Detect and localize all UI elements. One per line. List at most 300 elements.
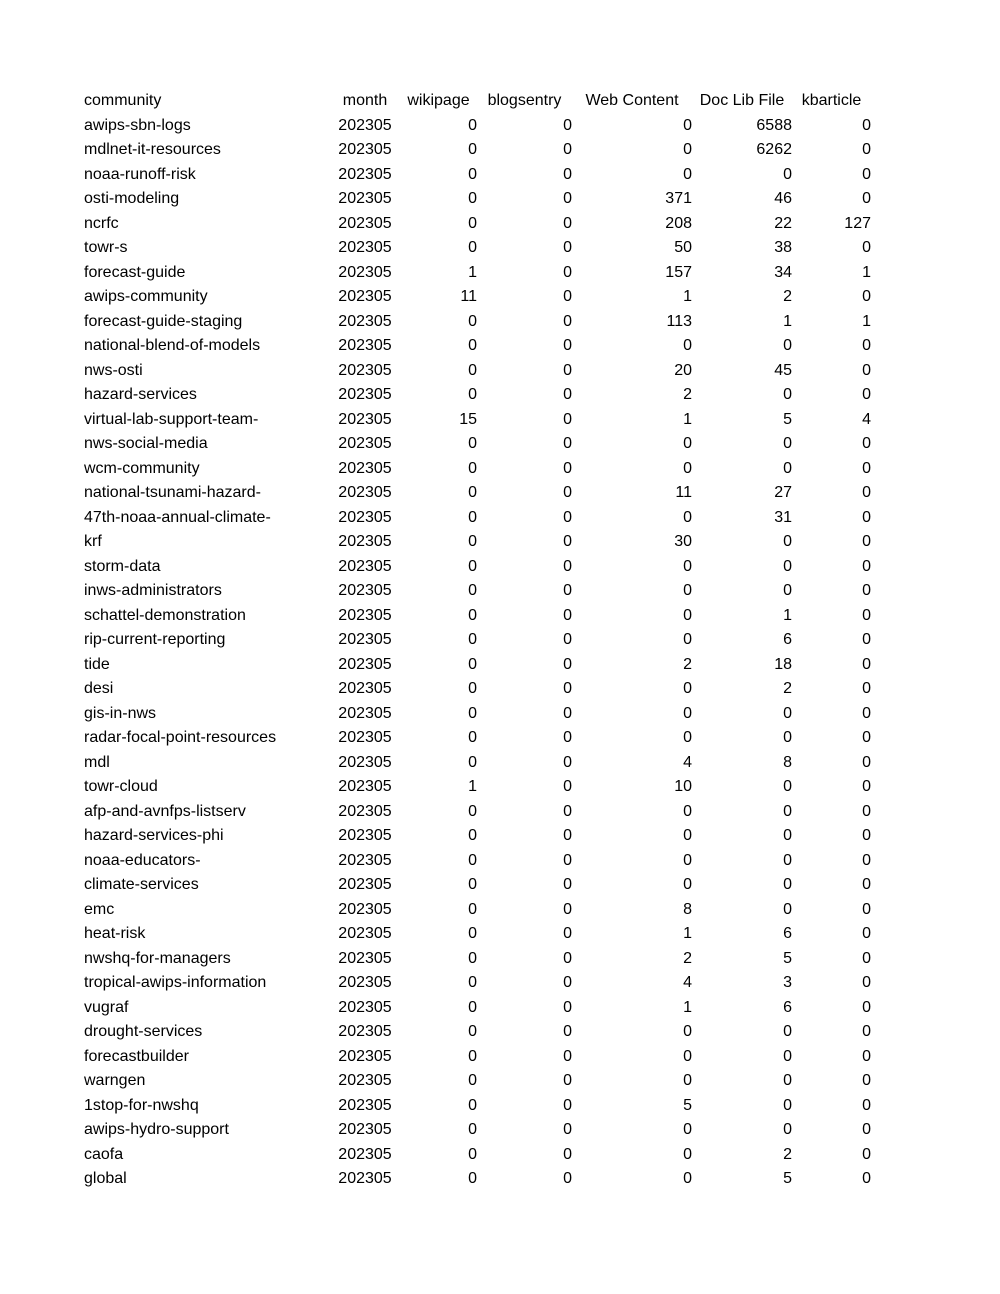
cell-kbarticle: 0: [862, 141, 871, 158]
cell-web-content: 0: [683, 165, 692, 183]
cell-month: 202305: [338, 508, 392, 526]
cell-web-content: 113: [666, 312, 692, 330]
cell-blogsentry: 0: [563, 312, 572, 330]
cell-doc-lib-file: 31: [774, 508, 792, 526]
cell-blogsentry: 0: [563, 1121, 572, 1138]
cell-month: 202305: [338, 827, 392, 844]
cell-doc-lib-file: 0: [783, 557, 792, 575]
cell-wikipage: 0: [468, 974, 477, 991]
table-row: [84, 849, 871, 874]
cell-blogsentry: 0: [563, 263, 572, 281]
cell-doc-lib-file: 2: [783, 680, 792, 697]
cell-blogsentry: 0: [563, 778, 572, 795]
cell-doc-lib-file: 6262: [756, 141, 792, 158]
cell-doc-lib-file: 0: [783, 1072, 792, 1089]
cell-blogsentry: 0: [563, 484, 572, 501]
cell-doc-lib-file: 2: [783, 288, 792, 305]
table-row: [84, 236, 871, 261]
cell-doc-lib-file: 22: [774, 214, 792, 232]
table-row: [84, 310, 871, 335]
cell-doc-lib-file: 6: [783, 925, 792, 942]
cell-community: mdl: [84, 753, 110, 771]
cell-doc-lib-file: 46: [774, 190, 792, 207]
cell-blogsentry: 0: [563, 631, 572, 648]
cell-community: tropical-awips-information: [84, 974, 267, 991]
cell-community: forecastbuilder: [84, 1047, 189, 1065]
cell-web-content: 0: [683, 827, 692, 844]
table-row: [84, 702, 871, 727]
cell-blogsentry: 0: [563, 1170, 572, 1187]
cell-web-content: 0: [683, 1170, 692, 1187]
cell-kbarticle: 0: [862, 1023, 871, 1040]
cell-community: wcm-community: [84, 459, 200, 477]
cell-kbarticle: 0: [862, 704, 871, 722]
cell-doc-lib-file: 6: [783, 998, 792, 1016]
cell-web-content: 0: [683, 141, 692, 158]
cell-wikipage: 0: [468, 998, 477, 1016]
cell-month: 202305: [338, 655, 392, 673]
cell-wikipage: 0: [468, 729, 477, 746]
cell-doc-lib-file: 0: [783, 165, 792, 183]
cell-community: awips-hydro-support: [84, 1121, 229, 1138]
header-community: community: [84, 92, 162, 109]
cell-web-content: 0: [683, 606, 692, 624]
table-row: [84, 775, 871, 800]
cell-month: 202305: [338, 949, 392, 967]
cell-kbarticle: 0: [862, 1047, 871, 1065]
cell-wikipage: 0: [468, 704, 477, 722]
cell-kbarticle: 0: [862, 753, 871, 771]
cell-kbarticle: 0: [862, 949, 871, 967]
cell-community: hazard-services-phi: [84, 827, 224, 844]
header-blogsentry: blogsentry: [487, 92, 562, 109]
cell-month: 202305: [338, 802, 392, 820]
cell-wikipage: 0: [468, 753, 477, 771]
cell-blogsentry: 0: [563, 582, 572, 599]
cell-doc-lib-file: 0: [783, 704, 792, 722]
cell-wikipage: 0: [468, 631, 477, 648]
cell-kbarticle: 1: [862, 263, 871, 281]
cell-month: 202305: [338, 557, 392, 575]
cell-blogsentry: 0: [563, 949, 572, 967]
cell-web-content: 0: [683, 582, 692, 599]
cell-web-content: 0: [683, 1023, 692, 1040]
cell-blogsentry: 0: [563, 1072, 572, 1089]
cell-month: 202305: [338, 1096, 392, 1114]
cell-community: warngen: [84, 1072, 146, 1089]
cell-community: national-tsunami-hazard-: [84, 484, 261, 501]
cell-wikipage: 0: [468, 190, 477, 207]
header-kbarticle: kbarticle: [801, 92, 862, 109]
table-row: [84, 1045, 871, 1070]
cell-kbarticle: 0: [862, 337, 871, 354]
cell-doc-lib-file: 1: [783, 312, 792, 330]
cell-month: 202305: [338, 116, 392, 134]
cell-wikipage: 0: [468, 606, 477, 624]
cell-community: inws-administrators: [84, 582, 222, 599]
cell-web-content: 0: [683, 680, 692, 697]
cell-month: 202305: [338, 239, 392, 256]
cell-wikipage: 0: [468, 116, 477, 134]
cell-kbarticle: 1: [862, 312, 871, 330]
cell-doc-lib-file: 0: [783, 1121, 792, 1138]
cell-wikipage: 0: [468, 337, 477, 354]
cell-kbarticle: 0: [862, 533, 871, 550]
cell-kbarticle: 0: [862, 557, 871, 575]
cell-web-content: 0: [683, 337, 692, 354]
cell-doc-lib-file: 5: [783, 410, 792, 428]
cell-month: 202305: [338, 753, 392, 771]
cell-web-content: 0: [683, 704, 692, 722]
cell-blogsentry: 0: [563, 288, 572, 305]
cell-blogsentry: 0: [563, 214, 572, 232]
cell-web-content: 4: [683, 753, 692, 771]
header-month: month: [342, 92, 388, 109]
cell-blogsentry: 0: [563, 239, 572, 256]
table-row: [84, 971, 871, 996]
cell-month: 202305: [338, 974, 392, 991]
cell-month: 202305: [338, 1145, 392, 1163]
cell-community: towr-s: [84, 239, 128, 256]
cell-doc-lib-file: 6: [783, 631, 792, 648]
cell-kbarticle: 0: [862, 827, 871, 844]
cell-kbarticle: 127: [844, 214, 871, 232]
cell-web-content: 0: [683, 557, 692, 575]
cell-blogsentry: 0: [563, 190, 572, 207]
table-row: [84, 481, 871, 506]
cell-doc-lib-file: 2: [783, 1145, 792, 1163]
cell-doc-lib-file: 0: [783, 876, 792, 893]
cell-blogsentry: 0: [563, 998, 572, 1016]
cell-community: radar-focal-point-resources: [84, 729, 277, 746]
cell-blogsentry: 0: [563, 557, 572, 575]
cell-community: emc: [84, 900, 115, 918]
cell-wikipage: 15: [459, 410, 477, 428]
cell-web-content: 1: [683, 998, 692, 1016]
cell-wikipage: 0: [468, 1072, 477, 1089]
cell-wikipage: 0: [468, 312, 477, 330]
cell-doc-lib-file: 5: [783, 949, 792, 967]
table-row: [84, 408, 871, 433]
cell-community: hazard-services: [84, 386, 197, 403]
cell-blogsentry: 0: [563, 337, 572, 354]
cell-doc-lib-file: 0: [783, 851, 792, 869]
cell-web-content: 4: [683, 974, 692, 991]
cell-community: noaa-runoff-risk: [84, 165, 196, 183]
cell-doc-lib-file: 18: [774, 655, 792, 673]
table-row: [84, 285, 871, 310]
table-row: [84, 530, 871, 555]
table-row: [84, 506, 871, 531]
cell-blogsentry: 0: [563, 655, 572, 673]
cell-blogsentry: 0: [563, 116, 572, 134]
cell-wikipage: 0: [468, 655, 477, 673]
cell-month: 202305: [338, 704, 392, 722]
cell-wikipage: 0: [468, 680, 477, 697]
cell-wikipage: 0: [468, 1047, 477, 1065]
cell-community: osti-modeling: [84, 190, 180, 207]
table-row: [84, 261, 871, 286]
cell-doc-lib-file: 0: [783, 1096, 792, 1114]
cell-month: 202305: [338, 410, 392, 428]
cell-month: 202305: [338, 214, 392, 232]
table-row: [84, 457, 871, 482]
cell-web-content: 0: [683, 508, 692, 526]
table-row: [84, 555, 871, 580]
cell-web-content: 0: [683, 435, 692, 452]
cell-community: nwshq-for-managers: [84, 949, 231, 967]
cell-community: vugraf: [84, 998, 129, 1016]
cell-blogsentry: 0: [563, 704, 572, 722]
cell-community: awips-sbn-logs: [84, 116, 191, 134]
cell-web-content: 0: [683, 876, 692, 893]
cell-wikipage: 0: [468, 361, 477, 379]
table-row: [84, 1069, 871, 1094]
cell-doc-lib-file: 27: [774, 484, 792, 501]
cell-doc-lib-file: 0: [783, 435, 792, 452]
cell-kbarticle: 0: [862, 851, 871, 869]
cell-kbarticle: 0: [862, 508, 871, 526]
table-row: [84, 1094, 871, 1119]
cell-community: rip-current-reporting: [84, 631, 226, 648]
cell-doc-lib-file: 0: [783, 1047, 792, 1065]
cell-kbarticle: 0: [862, 606, 871, 624]
cell-wikipage: 0: [468, 1170, 477, 1187]
cell-doc-lib-file: 3: [783, 974, 792, 991]
cell-web-content: 5: [683, 1096, 692, 1114]
table-row: [84, 653, 871, 678]
cell-month: 202305: [338, 778, 392, 795]
cell-doc-lib-file: 0: [783, 802, 792, 820]
cell-kbarticle: 0: [862, 582, 871, 599]
table-row: [84, 800, 871, 825]
cell-month: 202305: [338, 533, 392, 550]
cell-doc-lib-file: 0: [783, 1023, 792, 1040]
cell-wikipage: 0: [468, 851, 477, 869]
cell-doc-lib-file: 0: [783, 900, 792, 918]
cell-wikipage: 0: [468, 827, 477, 844]
cell-month: 202305: [338, 729, 392, 746]
cell-month: 202305: [338, 1170, 392, 1187]
cell-month: 202305: [338, 337, 392, 354]
cell-wikipage: 0: [468, 386, 477, 403]
cell-blogsentry: 0: [563, 900, 572, 918]
cell-month: 202305: [338, 141, 392, 158]
cell-wikipage: 0: [468, 141, 477, 158]
cell-kbarticle: 0: [862, 484, 871, 501]
cell-wikipage: 0: [468, 1023, 477, 1040]
table-row: [84, 334, 871, 359]
cell-kbarticle: 0: [862, 900, 871, 918]
table-row: [84, 212, 871, 237]
cell-wikipage: 0: [468, 484, 477, 501]
cell-kbarticle: 0: [862, 165, 871, 183]
cell-month: 202305: [338, 1072, 392, 1089]
cell-community: gis-in-nws: [84, 704, 157, 722]
table-row: [84, 898, 871, 923]
table-row: [84, 996, 871, 1021]
cell-community: schattel-demonstration: [84, 606, 246, 624]
table-row: [84, 1167, 871, 1192]
table-row: [84, 163, 871, 188]
cell-wikipage: 0: [468, 239, 477, 256]
cell-community: drought-services: [84, 1023, 203, 1040]
cell-kbarticle: 0: [862, 116, 871, 134]
cell-month: 202305: [338, 925, 392, 942]
cell-wikipage: 0: [468, 557, 477, 575]
cell-community: tide: [84, 655, 110, 673]
cell-wikipage: 0: [468, 925, 477, 942]
cell-wikipage: 0: [468, 508, 477, 526]
cell-month: 202305: [338, 998, 392, 1016]
cell-month: 202305: [338, 606, 392, 624]
cell-blogsentry: 0: [563, 753, 572, 771]
cell-month: 202305: [338, 1047, 392, 1065]
cell-doc-lib-file: 0: [783, 533, 792, 550]
table-row: [84, 628, 871, 653]
cell-community: climate-services: [84, 876, 199, 893]
cell-blogsentry: 0: [563, 729, 572, 746]
cell-web-content: 50: [674, 239, 692, 256]
header-wikipage: wikipage: [407, 92, 470, 109]
cell-blogsentry: 0: [563, 1047, 572, 1065]
cell-wikipage: 1: [468, 778, 477, 795]
cell-month: 202305: [338, 680, 392, 697]
cell-month: 202305: [338, 1023, 392, 1040]
cell-web-content: 0: [683, 1072, 692, 1089]
cell-month: 202305: [338, 312, 392, 330]
cell-blogsentry: 0: [563, 165, 572, 183]
cell-web-content: 30: [674, 533, 692, 550]
cell-community: global: [84, 1170, 127, 1187]
cell-wikipage: 0: [468, 214, 477, 232]
cell-kbarticle: 0: [862, 876, 871, 893]
cell-wikipage: 0: [468, 165, 477, 183]
cell-web-content: 0: [683, 459, 692, 477]
cell-doc-lib-file: 0: [783, 778, 792, 795]
cell-community: forecast-guide: [84, 263, 186, 281]
cell-month: 202305: [338, 1121, 392, 1138]
table-body: [84, 114, 871, 1192]
table-row: [84, 726, 871, 751]
cell-kbarticle: 4: [862, 410, 871, 428]
cell-month: 202305: [338, 165, 392, 183]
cell-blogsentry: 0: [563, 606, 572, 624]
cell-month: 202305: [338, 876, 392, 893]
cell-kbarticle: 0: [862, 998, 871, 1016]
cell-wikipage: 0: [468, 1145, 477, 1163]
cell-web-content: 0: [683, 1121, 692, 1138]
cell-web-content: 1: [683, 410, 692, 428]
table-row: [84, 359, 871, 384]
table-row: [84, 604, 871, 629]
cell-wikipage: 0: [468, 459, 477, 477]
cell-blogsentry: 0: [563, 851, 572, 869]
cell-month: 202305: [338, 900, 392, 918]
cell-kbarticle: 0: [862, 1121, 871, 1138]
cell-blogsentry: 0: [563, 802, 572, 820]
cell-community: desi: [84, 680, 114, 697]
cell-month: 202305: [338, 263, 392, 281]
cell-month: 202305: [338, 288, 392, 305]
cell-kbarticle: 0: [862, 778, 871, 795]
cell-kbarticle: 0: [862, 288, 871, 305]
cell-web-content: 157: [665, 263, 692, 281]
cell-doc-lib-file: 38: [774, 239, 792, 256]
table-row: [84, 1020, 871, 1045]
cell-blogsentry: 0: [563, 1096, 572, 1114]
cell-blogsentry: 0: [563, 386, 572, 403]
cell-kbarticle: 0: [862, 239, 871, 256]
cell-web-content: 0: [683, 116, 692, 134]
cell-kbarticle: 0: [862, 729, 871, 746]
cell-web-content: 371: [665, 190, 692, 207]
cell-blogsentry: 0: [563, 1145, 572, 1163]
cell-web-content: 2: [683, 949, 692, 967]
cell-kbarticle: 0: [862, 974, 871, 991]
cell-community: nws-social-media: [84, 435, 208, 452]
cell-community: forecast-guide-staging: [84, 312, 243, 330]
cell-web-content: 10: [674, 778, 692, 795]
cell-month: 202305: [338, 484, 392, 501]
data-table: [84, 89, 871, 1192]
cell-wikipage: 11: [460, 288, 477, 305]
cell-kbarticle: 0: [862, 655, 871, 673]
cell-doc-lib-file: 8: [783, 753, 792, 771]
cell-blogsentry: 0: [563, 827, 572, 844]
table-header: [84, 89, 871, 114]
table-row: [84, 187, 871, 212]
cell-month: 202305: [338, 190, 392, 207]
cell-doc-lib-file: 6588: [756, 116, 792, 134]
cell-community: noaa-educators-: [84, 851, 201, 869]
table-row: [84, 432, 871, 457]
table-row: [84, 383, 871, 408]
cell-community: towr-cloud: [84, 778, 158, 795]
header-doc-lib-file: Doc Lib File: [699, 92, 785, 109]
header-web-content: Web Content: [585, 92, 679, 109]
table-row: [84, 579, 871, 604]
table-row: [84, 947, 871, 972]
cell-web-content: 1: [683, 288, 692, 305]
table-row: [84, 873, 871, 898]
cell-kbarticle: 0: [862, 1072, 871, 1089]
cell-web-content: 2: [683, 655, 692, 673]
cell-community: 47th-noaa-annual-climate-: [84, 508, 271, 526]
cell-community: caofa: [84, 1145, 124, 1163]
cell-kbarticle: 0: [862, 802, 871, 820]
cell-doc-lib-file: 0: [783, 459, 792, 477]
cell-community: national-blend-of-models: [84, 337, 261, 354]
cell-wikipage: 0: [468, 1121, 477, 1138]
cell-wikipage: 0: [468, 949, 477, 967]
cell-wikipage: 0: [468, 802, 477, 820]
cell-community: krf: [84, 533, 102, 550]
cell-web-content: 20: [674, 361, 692, 379]
cell-blogsentry: 0: [563, 141, 572, 158]
cell-blogsentry: 0: [563, 974, 572, 991]
cell-kbarticle: 0: [862, 386, 871, 403]
cell-community: mdlnet-it-resources: [84, 141, 221, 158]
cell-community: storm-data: [84, 557, 161, 575]
table-row: [84, 677, 871, 702]
cell-web-content: 0: [683, 851, 692, 869]
cell-doc-lib-file: 5: [783, 1170, 792, 1187]
cell-community: 1stop-for-nwshq: [84, 1096, 199, 1114]
cell-month: 202305: [338, 386, 392, 403]
cell-blogsentry: 0: [563, 459, 572, 477]
cell-web-content: 11: [675, 484, 692, 501]
